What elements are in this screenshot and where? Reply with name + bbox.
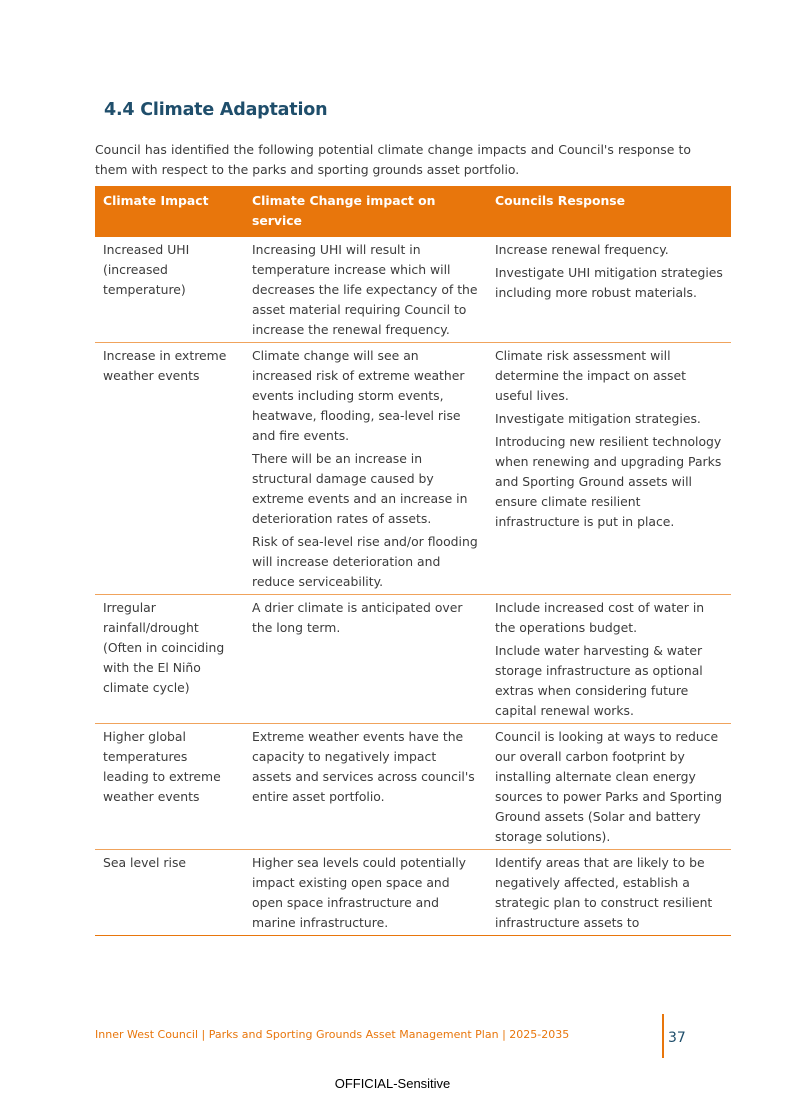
cell-service [244,343,487,595]
cell-impact [95,237,244,343]
cell-text: Council is looking at ways to reduce our overall carbon footprint by installing alternate clean energy sources to power Parks and Sporting Ground assets (Solar and battery storage solutions). [495,729,722,844]
cell-impact [95,850,244,936]
cell-impact [95,343,244,595]
header-councils-response: Councils Response [487,186,731,237]
cell-text: Investigate mitigation strategies. [495,411,701,426]
table-row [95,850,731,936]
cell-text: Risk of sea-level rise and/or flooding will increase deterioration and reduce serviceability. [252,534,478,589]
cell-text: Increased UHI (increased temperature) [103,242,190,297]
table-row [95,343,731,595]
cell-text: Include water harvesting & water storage infrastructure as optional extras when considering future capital renewal works. [495,643,703,718]
cell-text: Increase renewal frequency. [495,242,669,257]
cell-text: Include increased cost of water in the operations budget. [495,600,705,635]
cell-text: A drier climate is anticipated over the long term. [252,600,463,635]
cell-response [487,237,731,343]
section-intro: Council has identified the following potential climate change impacts and Council's response to them with respect to the parks and sporting grounds asset portfolio. [95,142,691,177]
header-impact-on-service: Climate Change impact on service [244,186,487,237]
cell-impact [95,724,244,850]
cell-text: Identify areas that are likely to be negatively affected, establish a strategic plan to construct resilient infrastructure assets to [495,855,713,930]
cell-text: Higher global temperatures leading to extreme weather events [103,729,221,804]
cell-text: Irregular rainfall/drought (Often in coinciding with the El Niño climate cycle) [103,600,225,695]
cell-text: Increase in extreme weather events [103,348,227,383]
cell-response [487,724,731,850]
security-classification: OFFICIAL-Sensitive [334,1076,451,1091]
section-heading: 4.4 Climate Adaptation [104,100,328,120]
table-row [95,237,731,343]
cell-response [487,343,731,595]
cell-service [244,724,487,850]
table-header-row [95,186,731,237]
table-row [95,595,731,724]
cell-text: Climate risk assessment will determine the impact on asset useful lives. [495,348,686,403]
cell-text: Introducing new resilient technology when renewing and upgrading Parks and Sporting Ground assets will ensure climate resilient infrastructure is put in place. [495,434,722,529]
cell-impact [95,595,244,724]
cell-text: Climate change will see an increased risk of extreme weather events including storm events, heatwave, flooding, sea-level rise and fire events. [252,348,465,443]
footer-text: Inner West Council | Parks and Sporting Grounds Asset Management Plan | 2025-2035 [95,1028,570,1041]
cell-response [487,595,731,724]
climate-adaptation-table [95,186,731,936]
table-row [95,724,731,850]
cell-text: Sea level rise [103,855,187,870]
cell-text: Investigate UHI mitigation strategies including more robust materials. [495,265,723,300]
cell-service [244,237,487,343]
footer-divider [662,1014,664,1058]
cell-text: There will be an increase in structural damage caused by extreme events and an increase in deterioration rates of assets. [252,451,468,526]
cell-text: Increasing UHI will result in temperature increase which will decreases the life expectancy of the asset material requiring Council to increase the renewal frequency. [252,242,478,337]
cell-text: Higher sea levels could potentially impact existing open space and open space infrastructure and marine infrastructure. [252,855,466,930]
cell-service [244,595,487,724]
cell-service [244,850,487,936]
page-number: 37 [668,1030,686,1046]
header-climate-impact: Climate Impact [95,186,244,237]
cell-response [487,850,731,936]
cell-text: Extreme weather events have the capacity to negatively impact assets and services across council's entire asset portfolio. [252,729,475,804]
